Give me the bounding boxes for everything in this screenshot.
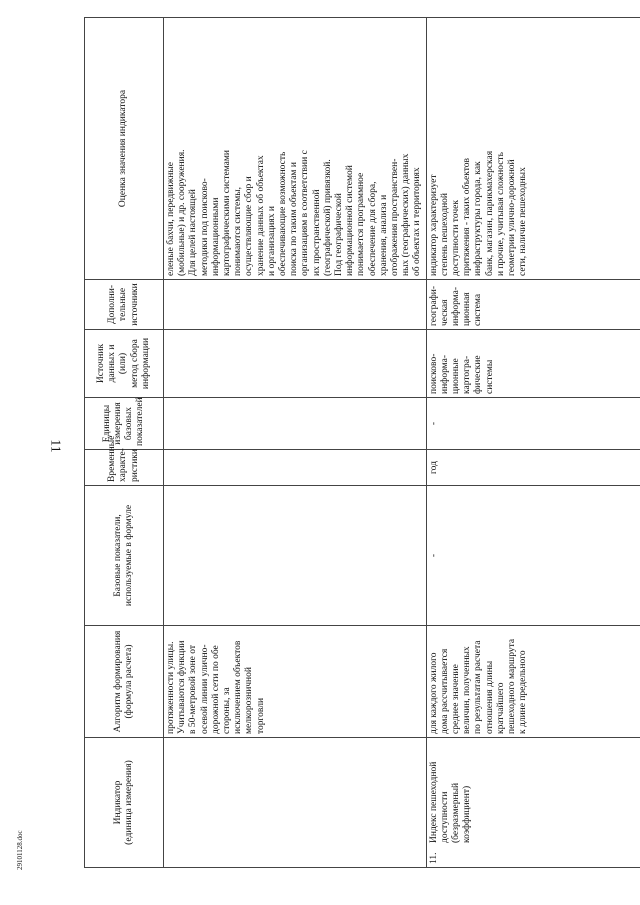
header-source: Источник данных и (или) метод сбора информации: [85, 330, 164, 398]
footer-filename: 29101128.doc: [16, 830, 24, 870]
cell-indicator-11: [426, 738, 640, 868]
cell-time-11: год: [426, 450, 640, 486]
cell-units-11: -: [426, 398, 640, 450]
cell-time-empty: [164, 450, 427, 486]
cell-algorithm-continuation: протяженности улицы. Учитываются функции в 50-метровой зоне от осевой линии улично- дорожной сети по обе стороны, за исключением объектов мелкорозничной торговли: [164, 626, 427, 738]
cell-source-empty: [164, 330, 427, 398]
header-base: Базовые показатели, используемые в формуле: [85, 486, 164, 626]
header-time: Временные характе- ристики: [85, 450, 164, 486]
row-number: 11.: [428, 852, 439, 864]
cell-units-empty: [164, 398, 427, 450]
header-assessment: Оценка значения индикатора: [85, 18, 164, 280]
indicators-table: [84, 17, 640, 868]
cell-source-11: поисково- информа- ционные картогра- фические системы: [426, 330, 640, 398]
cell-indicator-empty: [164, 738, 427, 868]
header-additional: Дополни- тельные источники: [85, 280, 164, 330]
table-row-11: [426, 18, 640, 868]
cell-assessment-continuation: еленые бахчи, передвижные (мобильные) и др. сооружения. Для целей настоящей методики под поисково- информационными картографическими системами понимаются системы, осуществляющие сбор и хранение данных об объектах и организациях и обеспечивающие возможность поиска по таким объектам и организациям в соответствии с их пространственной (географической) привязкой. Под географической информационной системой понимается программное обеспечение для сбора, хранения, анализа и отображения пространствен- ных (географических) данных об объектах и территориях: [164, 18, 427, 280]
header-indicator: Индикатор (единица измерения): [85, 738, 164, 868]
indicator-name: Индекс пешеходной доступности (безразмерный коэффициент): [428, 761, 473, 843]
table-row-continuation: [164, 18, 427, 868]
header-algorithm: Алгоритм формирования (формула расчета): [85, 626, 164, 738]
header-units: Единицы измерения базовых показателей: [85, 398, 164, 450]
cell-base-empty: [164, 486, 427, 626]
rotated-table-container: [84, 18, 604, 868]
table-header-row: [85, 18, 164, 868]
cell-assessment-11: индикатор характеризует степень пешеходной доступности точек притяжения - таких объектов инфраструктуры города, как банк, магазин, парикмахерская и прочие, учитывая сложность геометрии улично-дорожной сети, наличие пешеходных: [426, 18, 640, 280]
cell-additional-empty: [164, 280, 427, 330]
cell-base-11: -: [426, 486, 640, 626]
cell-algorithm-11: для каждого жилого дома рассчитывается среднее значение величин, полученных по результатам расчета отношения длины кратчайшего пешеходного маршрута к длине предельного: [426, 626, 640, 738]
page-number: 11: [47, 439, 63, 453]
cell-additional-11: географи- ческая информа- ционная система: [426, 280, 640, 330]
